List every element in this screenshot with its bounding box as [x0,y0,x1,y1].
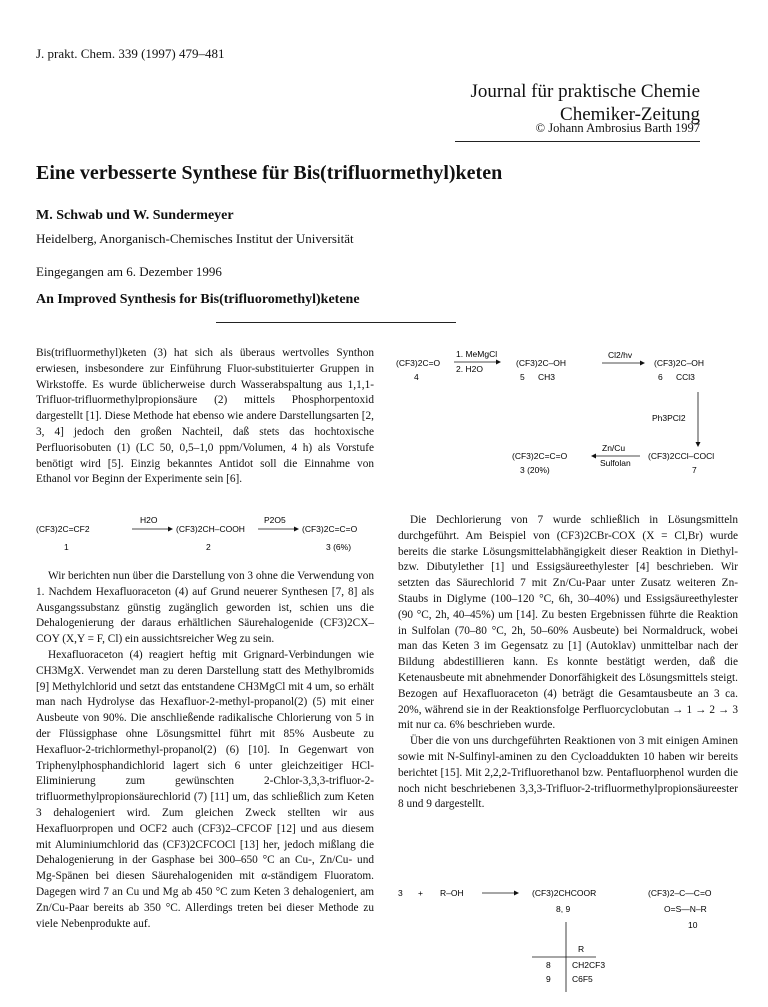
arrow-head [514,891,519,896]
journal-line1: Journal für praktische Chemie [470,81,700,102]
label-2: 2 [206,542,211,552]
label-1: 1 [64,542,69,552]
journal-name [470,80,700,126]
english-title: An Improved Synthesis for Bis(trifluoromethyl)ketene [36,292,360,307]
arrow-head [640,361,645,366]
right-column-body [398,513,738,813]
reagent-h2o: 2. H2O [456,364,483,374]
reagent-zncu: Zn/Cu [602,443,626,453]
compound-3: (CF3)2C=C=O [302,524,358,534]
reactant-3: 3 [398,888,403,898]
ester-labels: 8, 9 [556,904,571,914]
substituent-ccl3: CCl3 [676,372,695,382]
compound-4: (CF3)2C=O [396,358,441,368]
label-5: 5 [520,372,525,382]
article-title: Eine verbesserte Synthese für Bis(trifluormethyl)keten [36,162,503,184]
scheme-esters [396,882,741,1000]
arrow-head [696,442,701,447]
reagent-h2o: H2O [140,515,158,525]
journal-line2: Chemiker-Zeitung [560,104,700,125]
r-8: CH2CF3 [572,960,606,970]
arrow-head [591,454,596,459]
plus-sign: + [418,888,423,898]
cycloadduct-top: (CF3)2–C—C=O [648,888,712,898]
arrow-head [294,527,299,532]
received-date: Eingegangen am 6. Dezember 1996 [36,264,222,279]
label-6: 6 [658,372,663,382]
compound-1: (CF3)2C=CF2 [36,524,90,534]
scheme-new-route [396,344,741,492]
paragraph: Die Dechlorierung von 7 wurde schließlich in Lösungsmitteln durchgeführt. Am Beispiel von (CF3)2CBr-COX (X = Cl,Br) wurde bereits die starke Lösungsmittelabhängigkeit dieser Reaktion in Diethyl- bzw. Dibutylether [1] und Essigsäureethylester [4] beschrieben. Wir setzten das Säurechlorid 7 mit Zn/Cu-Paar unter Zusatz weiteren Zn-Staubs in Diglyme (100–120 °C, 6h, 30–40%) und Essigsäureethylester (90 °C, 2h, 40–45%) um [14]. Zu besten Ergebnissen führte die Reaktion in Sulfolan (70–80 °C, 2h, 50–60% Ausbeute) bei Normaldruck, wobei man das Keten 3 im Gegensatz zu [1] (Autoklav) unmittelbar nach der Bildung abdestillieren kann. Es konnte bestätigt werden, daß die Ketenausbeute mit abnehmender Donorfähigkeit des Lösungsmittels steigt. Bezogen auf Hexafluoraceton (4) beträgt die Gesamtausbeute an 3 ca. 20%, während sie in der Reaktionsfolge Perfluorcyclobutan → 1 → 2 → 3 mit nur ca. 6% beschrieben wurde. [398,514,738,732]
label-3-yield: 3 (20%) [520,465,550,475]
left-column-body [36,569,374,932]
title-rule [216,322,456,323]
substituent-ch3: CH3 [538,372,556,382]
label-10: 10 [688,920,698,930]
compound-3: (CF3)2C=C=O [512,451,568,461]
reagent-cl2: Cl2/hv [608,350,633,360]
affiliation: Heidelberg, Anorganisch-Chemisches Institut der Universität [36,231,354,246]
paragraph: Wir berichten nun über die Darstellung von 3 ohne die Verwendung von 1. Nachdem Hexafluoraceton (4) auf Grund neuerer Synthesen [7, 8] als Ausgangssubstanz günstig zugänglich geworden ist, schien uns die Dehalogenierung der daraus erhältlichen Säurehalogenide (CF3)2CX–COY (X,Y = F, Cl) ein aussichtsreicher Weg zu sein. [36,570,374,646]
scheme-old-route [36,512,376,558]
left-column-intro [36,346,374,488]
compound-6: (CF3)2C–OH [654,358,705,368]
compound-7: (CF3)2CCl–COCl [648,451,715,461]
compound-2: (CF3)2CH–COOH [176,524,245,534]
reagent-ph3pcl2: Ph3PCl2 [652,413,686,423]
header-rule [455,141,700,142]
copyright: © Johann Ambrosius Barth 1997 [535,121,700,135]
authors: M. Schwab und W. Sundermeyer [36,208,234,223]
compound-5: (CF3)2C–OH [516,358,567,368]
label-3: 3 (6%) [326,542,352,552]
reagent-p2o5: P2O5 [264,515,286,525]
row-label-8: 8 [546,960,551,970]
reagent-mgcl: 1. MeMgCl [456,349,498,359]
arrow-head [496,360,501,365]
arrow-head [168,527,173,532]
paragraph: Hexafluoraceton (4) reagiert heftig mit Grignard-Verbindungen wie CH3MgX. Verwendet man zu deren Darstellung statt des Methylbromids [9] Methylchlorid und setzt das entstandene CH3MgCl mit 4 um, so erhält man nach Hydrolyse das Hexafluor-2-methyl-propanol(2) (5) mit einer Ausbeute von 90%. Die anschließende radikalische Chlorierung von 5 in der Flüssigphase ohne Lösungsmittel führt mit 85% Ausbeute zu Hexafluor-2-trichlormethyl-propanol(2) (6) [10]. In Gegenwart von Triphenylphosphandichlorid lagert sich 6 unter gleichzeitiger HCl-Eliminierung zum gewünschten 2-Chlor-3,3,3-trifluor-2-trifluormethylpropionsäurechlorid (7) [11] um, das schließlich zum Keten 3 dehalogeniert wird. Zum gleichen Zweck stellten wir aus Hexafluorpropen und OCF2 auch (CF3)2–CFCOF [12] und aus diesem mit Aluminiumchlorid das (CF3)2CFCOCl [13] her, jedoch mißlang die Dehalogenierung in der Gasphase bei 300–650 °C an Cu-, Zn/Cu- und Mg-Spänen bei diesen Säurehalogeniden mit α-ständigem Fluoratom. Dagegen wird 7 an Cu und Mg ab 450 °C zum Keten 3 dehalogeniert, am Zn/Cu-Paar bereits ab 350 °C. Allerdings treten bei dieser Methode zu viele Nebenprodukte auf. [36,648,374,930]
cycloadduct-bottom: O=S—N–R [664,904,707,914]
running-header: J. prakt. Chem. 339 (1997) 479–481 [36,46,225,61]
paragraph: Über die von uns durchgeführten Reaktionen von 3 mit einigen Aminen sowie mit N-Sulfinyl-aminen zu den Cycloaddukten 10 haben wir bereits berichtet [15]. Mit 2,2,2-Trifluorethanol bzw. Pentafluorphenol wurden die noch nicht beschriebenen 3,3,3-Trifluor-2-trifluormethylpropionsäureester 8 und 9 dargestellt. [398,735,738,811]
label-7: 7 [692,465,697,475]
row-label-9: 9 [546,974,551,984]
r-header: R [578,944,585,954]
ester-product: (CF3)2CHCOOR [532,888,597,898]
label-4: 4 [414,372,419,382]
r-9: C6F5 [572,974,593,984]
reactant-roh: R–OH [440,888,464,898]
paragraph: Bis(trifluormethyl)keten (3) hat sich als überaus wertvolles Synthon erwiesen, insbesondere zur Einführung Fluor-substituierter Gruppen in Wirkstoffe. Es wurde üblicherweise durch Wasserabspaltung aus 1,1,1-Trifluor-trifluormethylpropionsäure (2) mittels Phosphorpentoxid dargestellt [1]. Diese Methode hat ebenso wie andere Darstellungsarten [2, 3, 4] jedoch den großen Nachteil, daß stets das hochtoxische Perfluorisobuten (1) (LC 50, 0,5–1,0 ppm/Volumen, 4 h) als Vorstufe benötigt wird [5]. Einzig bekanntes Antidot soll die Einnahme von Ethanol vor Beginn der Experimente sein [6]. [36,347,374,486]
reagent-sulfolan: Sulfolan [600,458,631,468]
